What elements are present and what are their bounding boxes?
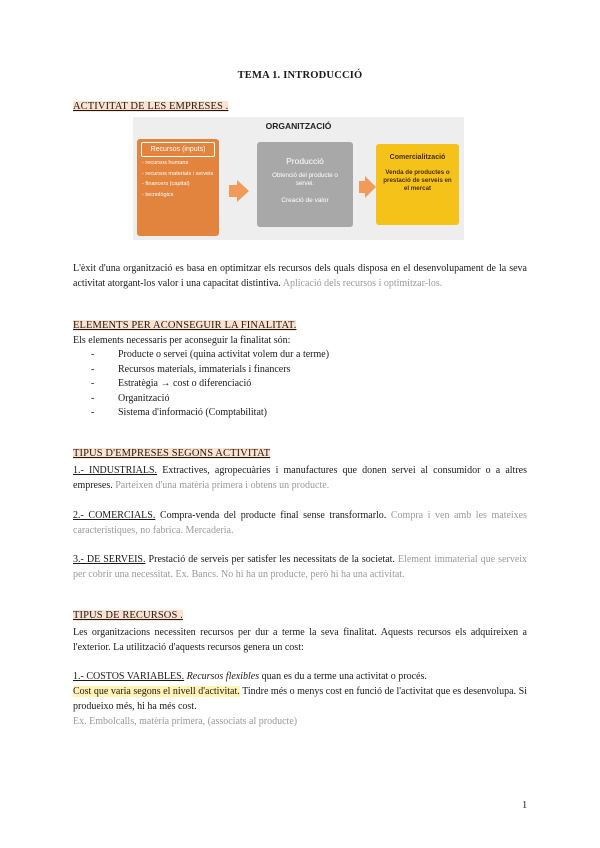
box-resources-heading: Recursos (inputs) [141,142,215,157]
paragraph-comercials: 2.- COMERCIALS. Compra-venda del producte final sense transformarlo. Compra i ven amb les mateixes característiques, no fabrica. Mercaderia. [73,510,528,536]
organization-diagram [133,117,464,240]
section-heading-elements: ELEMENTS PER ACONSEGUIR LA FINALITAT. [73,320,297,331]
resource-item: - tecnològics [142,191,174,198]
label-serveis: 3.- DE SERVEIS. [73,554,146,565]
arrow-right-icon [229,185,237,197]
resource-item: - recursos humans [142,160,189,166]
box-production-heading: Producció [286,156,324,166]
section-heading-tipus-empreses: TIPUS D'EMPRESES SEGONS ACTIVITAT [73,448,271,459]
list-item: - Sistema d'informació (Comptabilitat) [91,406,511,421]
elements-list [91,348,511,421]
diagram-box-commercialization [376,144,459,225]
paragraph-industrials: 1.- INDUSTRIALS. Extractives, agropecuàries i manufactures que donen servei al consumidor o a altres empreses. Parteixen d'una matèria primera i obtens un producte. [73,465,527,491]
label-costos-variables: 1.- COSTOS VARIABLES. [73,671,185,682]
list-item: - Organització [91,392,511,407]
section-heading-activitat: ACTIVITAT DE LES EMPRESES . [73,101,229,112]
box-production-value: Creació de valor [281,197,329,204]
box-commercialization-heading: Comercialització [389,154,446,161]
paragraph-serveis: 3.- DE SERVEIS. Prestació de serveis per satisfer les necessitats de la societat. Element immaterial que serveix per cobrir una necessitat. Ex. Bancs. No hi ha un producte, però hi ha una activitat. [73,554,528,580]
diagram-box-production [257,142,353,227]
list-item: - Estratègia → cost o diferenciació [91,377,511,392]
list-item: - Recursos materials, immaterials i financers [91,363,511,378]
paragraph-exit: L'èxit d'una organització es basa en optimitzar els recursos dels quals disposa en el desenvolupament de la seva activitat atorgant-los valor i una capacitat distintiva. Aplicació dels recursos i optimitzar-los. [73,263,527,289]
elements-intro: Els elements necessaris per aconseguir la finalitat són: [73,335,291,346]
paragraph-costos-variables-2: Cost que varia segons el nivell d'activitat. Tindre més o menys cost en funció de l'activitat que es desenvolupa. Si produeixo més, hi ha més cost. [73,686,528,712]
box-commercialization-text: Venda de productes o prestació de serveis en el mercat [383,169,452,192]
diagram-title: ORGANITZACIÓ [265,121,332,131]
recursos-intro: Les organitzacions necessiten recursos per dur a terme la seva finalitat. Aquests recursos els adquireixen a l'exterior. La utilització d'aquests recursos genera un cost: [73,627,527,653]
diagram-box-resources [137,139,219,236]
page-number: 1 [522,800,528,811]
box-resources-list [142,160,218,199]
arrow-right-icon [237,180,249,202]
box-production-text: Obtenció del producte o servei. [272,172,338,187]
page-title: TEMA 1. INTRODUCCIÓ [237,70,363,81]
resource-item: - recursos materials i serveis [142,170,214,177]
section-heading-tipus-recursos: TIPUS DE RECURSOS . [73,610,183,621]
resource-item: - financers (capital) [142,181,190,188]
arrow-right-icon [365,176,376,198]
example-costos-variables: Ex. Embolcalls, matèria primera, (associats al producte) [73,716,298,727]
paragraph-costos-variables: 1.- COSTOS VARIABLES. Recursos flexibles quan es du a terme una activitat o procés. [73,671,427,682]
label-industrials: 1.- INDUSTRIALS. [73,465,158,476]
label-comercials: 2.- COMERCIALS. [73,510,156,521]
list-item: - Producte o servei (quina activitat volem dur a terme) [91,348,511,363]
